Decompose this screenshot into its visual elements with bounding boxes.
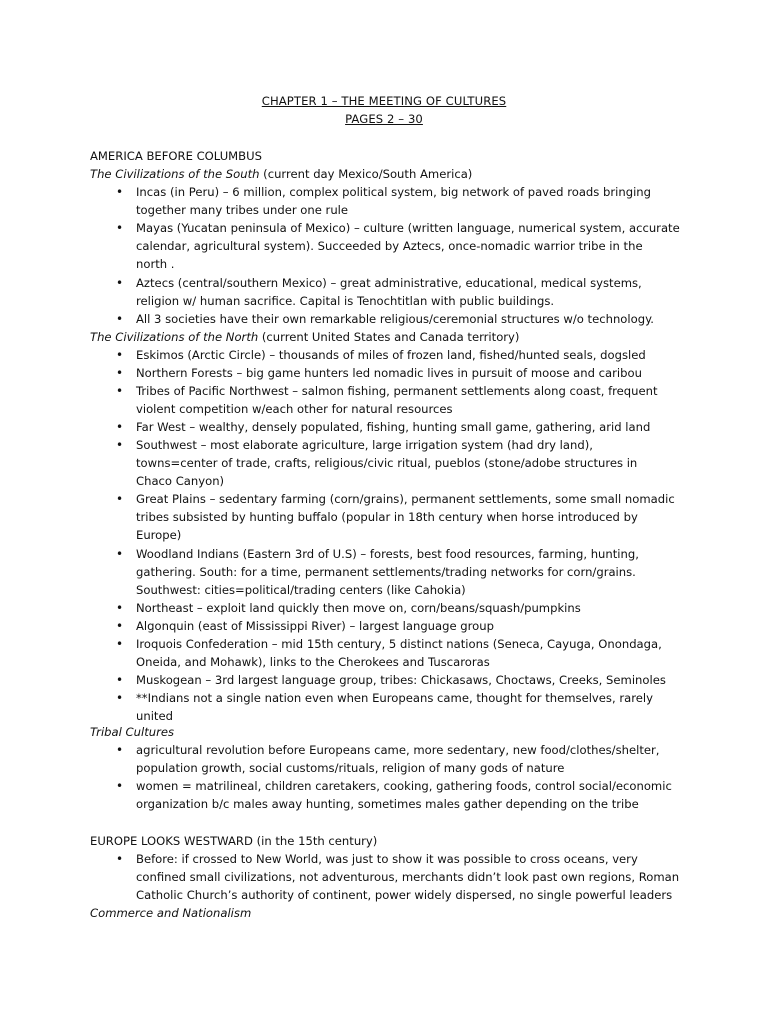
bullet-icon: • xyxy=(116,276,124,290)
north-item-8-line-1: Northeast – exploit land quickly then move on, corn/beans/squash/pumpkins xyxy=(136,601,581,615)
subheading-commerce: Commerce and Nationalism xyxy=(90,906,252,920)
subheading-north-title: The Civilizations of the North xyxy=(90,330,259,344)
tribal-item-2-line-1: women = matrilineal, children caretakers, cooking, gathering foods, control social/economic xyxy=(136,779,672,793)
bullet-icon: • xyxy=(116,637,124,651)
subheading-north-note: (current United States and Canada territory) xyxy=(258,330,520,344)
north-item-7-line-1: Woodland Indians (Eastern 3rd of U.S) – forests, best food resources, farming, hunting, xyxy=(136,547,639,561)
north-item-12-line-2: united xyxy=(136,709,173,723)
north-item-5-line-3: Chaco Canyon) xyxy=(136,474,225,488)
north-item-7-line-3: Southwest: cities=political/trading centers (like Cahokia) xyxy=(136,583,466,597)
north-item-9-line-1: Algonquin (east of Mississippi River) – largest language group xyxy=(136,619,494,633)
bullet-icon: • xyxy=(116,384,124,398)
pages-range: PAGES 2 – 30 xyxy=(345,112,423,126)
bullet-icon: • xyxy=(116,619,124,633)
tribal-item-2-line-2: organization b/c males away hunting, sometimes males gather depending on the tribe xyxy=(136,797,639,811)
north-item-5-line-2: towns=center of trade, crafts, religious/civic ritual, pueblos (stone/adobe structures in xyxy=(136,456,638,470)
bullet-icon: • xyxy=(116,673,124,687)
bullet-icon: • xyxy=(116,366,124,380)
bullet-icon: • xyxy=(116,185,124,199)
north-item-10-line-2: Oneida, and Mohawk), links to the Cherokees and Tuscaroras xyxy=(136,655,490,669)
south-item-3-line-1: Aztecs (central/southern Mexico) – great administrative, educational, medical systems, xyxy=(136,276,642,290)
north-item-7-line-2: gathering. South: for a time, permanent settlements/trading networks for corn/grains. xyxy=(136,565,636,579)
bullet-icon: • xyxy=(116,221,124,235)
bullet-icon: • xyxy=(116,601,124,615)
south-item-4-line-1: All 3 societies have their own remarkable religious/ceremonial structures w/o technology. xyxy=(136,312,654,326)
south-item-1-line-2: together many tribes under one rule xyxy=(136,203,349,217)
section-heading-europe: EUROPE LOOKS WESTWARD (in the 15th century) xyxy=(90,834,378,848)
bullet-icon: • xyxy=(116,492,124,506)
north-item-4-line-1: Far West – wealthy, densely populated, fishing, hunting small game, gathering, arid land xyxy=(136,420,651,434)
tribal-item-1-line-2: population growth, social customs/rituals, religion of many gods of nature xyxy=(136,761,565,775)
north-item-5-line-1: Southwest – most elaborate agriculture, large irrigation system (had dry land), xyxy=(136,438,593,452)
north-item-1-line-1: Eskimos (Arctic Circle) – thousands of miles of frozen land, fished/hunted seals, dogsled xyxy=(136,348,646,362)
subheading-north xyxy=(90,330,519,344)
bullet-icon: • xyxy=(116,547,124,561)
north-item-6-line-1: Great Plains – sedentary farming (corn/grains), permanent settlements, some small nomadic xyxy=(136,492,675,506)
europe-item-1-line-1: Before: if crossed to New World, was just to show it was possible to cross oceans, very xyxy=(136,852,638,866)
subheading-south-title: The Civilizations of the South xyxy=(90,167,260,181)
north-item-3-line-1: Tribes of Pacific Northwest – salmon fishing, permanent settlements along coast, frequent xyxy=(136,384,658,398)
section-heading-america: AMERICA BEFORE COLUMBUS xyxy=(90,149,262,163)
south-item-2-line-3: north . xyxy=(136,257,175,271)
north-item-3-line-2: violent competition w/each other for natural resources xyxy=(136,402,453,416)
bullet-icon: • xyxy=(116,348,124,362)
bullet-icon: • xyxy=(116,779,124,793)
south-item-3-line-2: religion w/ human sacrifice. Capital is Tenochtitlan with public buildings. xyxy=(136,294,555,308)
bullet-icon: • xyxy=(116,691,124,705)
north-item-12-line-1: **Indians not a single nation even when Europeans came, thought for themselves, rarely xyxy=(136,691,653,705)
subheading-tribal-cultures: Tribal Cultures xyxy=(90,725,175,739)
bullet-icon: • xyxy=(116,420,124,434)
north-item-2-line-1: Northern Forests – big game hunters led nomadic lives in pursuit of moose and caribou xyxy=(136,366,642,380)
south-item-1-line-1: Incas (in Peru) – 6 million, complex political system, big network of paved roads bringing xyxy=(136,185,651,199)
tribal-item-1-line-1: agricultural revolution before Europeans came, more sedentary, new food/clothes/shelter, xyxy=(136,743,660,757)
north-item-10-line-1: Iroquois Confederation – mid 15th century, 5 distinct nations (Seneca, Cayuga, Onondaga, xyxy=(136,637,662,651)
subheading-south xyxy=(90,167,472,181)
chapter-title: CHAPTER 1 – THE MEETING OF CULTURES xyxy=(261,94,507,108)
bullet-icon: • xyxy=(116,438,124,452)
europe-item-1-line-2: confined small civilizations, not adventurous, merchants didn’t look past own regions, Roman xyxy=(136,870,680,884)
bullet-icon: • xyxy=(116,312,124,326)
europe-item-1-line-3: Catholic Church’s authority of continent, power widely dispersed, no single powerful leaders xyxy=(136,888,673,902)
north-item-6-line-3: Europe) xyxy=(136,528,182,542)
subheading-south-note: (current day Mexico/South America) xyxy=(259,167,473,181)
bullet-icon: • xyxy=(116,743,124,757)
north-item-6-line-2: tribes subsisted by hunting buffalo (popular in 18th century when horse introduced by xyxy=(136,510,638,524)
south-item-2-line-2: calendar, agricultural system). Succeeded by Aztecs, once-nomadic warrior tribe in the xyxy=(136,239,643,253)
north-item-11-line-1: Muskogean – 3rd largest language group, tribes: Chickasaws, Choctaws, Creeks, Seminoles xyxy=(136,673,666,687)
bullet-icon: • xyxy=(116,852,124,866)
south-item-2-line-1: Mayas (Yucatan peninsula of Mexico) – culture (written language, numerical system, accurate xyxy=(136,221,680,235)
